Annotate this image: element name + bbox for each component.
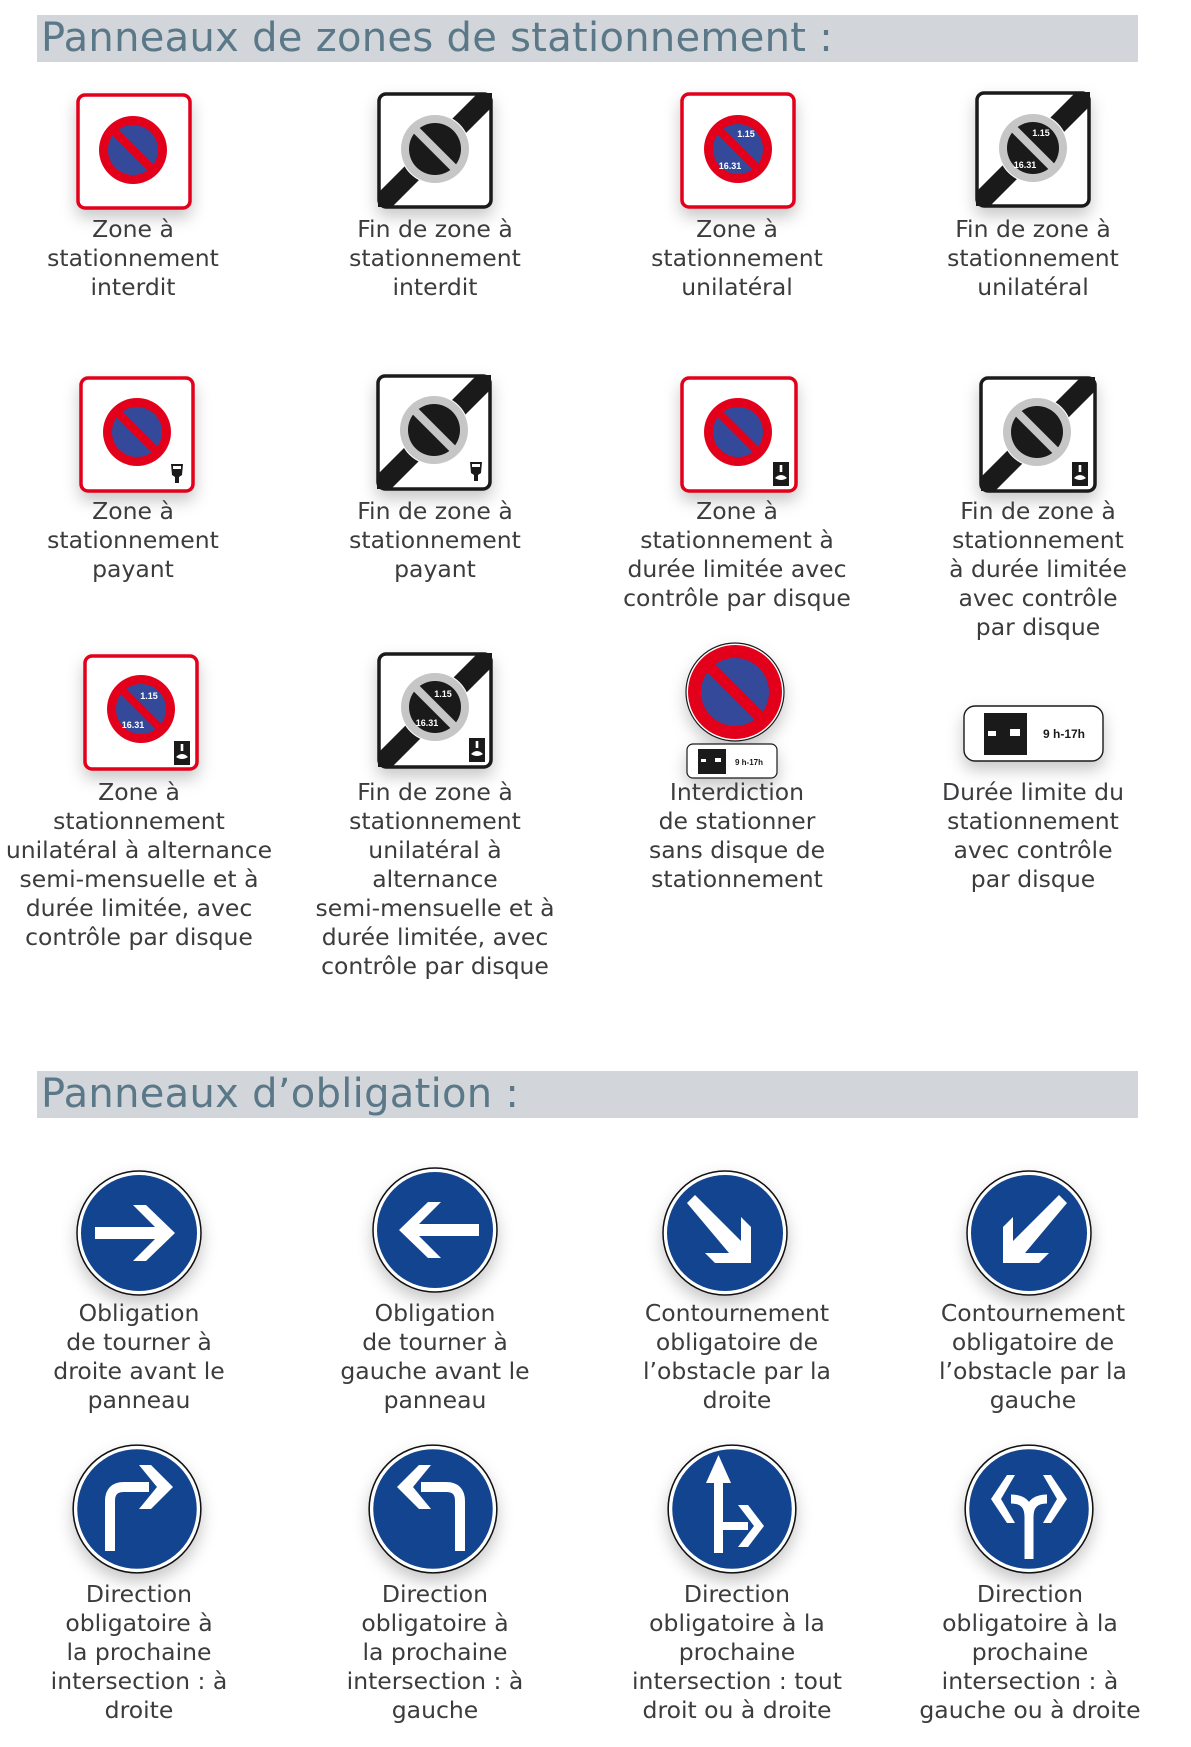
zone-unilateral-disc-parking-sign [83, 654, 199, 771]
section-header-parking-zones: Panneaux de zones de stationnement : [37, 15, 1138, 62]
svg-text:1.15: 1.15 [434, 689, 452, 699]
sign-label: Zone à stationnement unilatéral à alternance semi-mensuelle et à durée limitée, avec contrôle par disque [5, 778, 273, 951]
zone-disc-parking-sign [680, 376, 798, 493]
sign-label: Zone à stationnement unilatéral [651, 215, 823, 301]
disc-duration-plate [963, 705, 1105, 763]
sign-label: Fin de zone à stationnement unilatéral à alternance semi-mensuelle et à durée limitée, avec contrôle par disque [315, 778, 555, 980]
plate-hours: 9 h-17h [734, 758, 764, 767]
zone-parking-prohibited-sign [76, 93, 192, 210]
sign-label: Obligation de tourner à gauche avant le panneau [340, 1299, 530, 1414]
turn-left-before-sign-icon [372, 1167, 498, 1293]
sign-label: Interdiction de stationner sans disque de stationnement [648, 778, 826, 893]
sign-label: Fin de zone à stationnement payant [349, 497, 521, 583]
end-zone-paid-parking-sign [376, 374, 492, 491]
end-zone-disc-parking-sign [979, 376, 1097, 493]
svg-text:1.15: 1.15 [1032, 128, 1050, 138]
svg-text:16.31: 16.31 [121, 720, 145, 730]
end-zone-unilateral-disc-parking-sign [377, 652, 493, 769]
turn-right-next-intersection-icon [73, 1445, 201, 1573]
plate-hours: 9 h-17h [1042, 727, 1086, 741]
zone-paid-parking-sign [79, 376, 195, 493]
svg-text:16.31: 16.31 [1013, 160, 1037, 170]
turn-left-next-intersection-icon [369, 1445, 497, 1573]
no-parking-without-disc-sign [685, 642, 787, 780]
sign-label: Fin de zone à stationnement à durée limitée avec contrôle par disque [949, 497, 1127, 641]
sign-label: Contournement obligatoire de l’obstacle par la droite [643, 1299, 831, 1414]
sign-label: Direction obligatoire à la prochaine intersection : tout droit ou à droite [632, 1580, 842, 1724]
keep-right-icon [662, 1170, 788, 1296]
sign-label: Fin de zone à stationnement unilatéral [947, 215, 1119, 301]
end-zone-parking-prohibited-sign [377, 92, 493, 209]
straight-or-right-icon [668, 1445, 796, 1573]
zone-unilateral-parking-sign [680, 92, 796, 209]
sign-label: Direction obligatoire à la prochaine intersection : à gauche [346, 1580, 524, 1724]
sign-label: Zone à stationnement payant [47, 497, 219, 583]
end-zone-unilateral-parking-sign [975, 91, 1091, 208]
sign-label: Fin de zone à stationnement interdit [349, 215, 521, 301]
sign-label: Contournement obligatoire de l’obstacle par la gauche [939, 1299, 1127, 1414]
turn-right-before-sign-icon [76, 1170, 202, 1296]
left-or-right-icon [965, 1445, 1093, 1573]
sign-label: Zone à stationnement à durée limitée avec contrôle par disque [623, 497, 851, 612]
sign-number-bottom: 16.31 [718, 161, 742, 171]
svg-text:16.31: 16.31 [415, 718, 439, 728]
sign-label: Obligation de tourner à droite avant le panneau [53, 1299, 225, 1414]
sign-label: Direction obligatoire à la prochaine intersection : à droite [50, 1580, 228, 1724]
sign-label: Direction obligatoire à la prochaine intersection : à gauche ou à droite [919, 1580, 1141, 1724]
section-header-mandatory: Panneaux d’obligation : [37, 1071, 1138, 1118]
sign-label: Zone à stationnement interdit [47, 215, 219, 301]
sign-label: Durée limite du stationnement avec contrôle par disque [942, 778, 1124, 893]
keep-left-icon [966, 1170, 1092, 1296]
sign-number-top: 1.15 [737, 129, 755, 139]
svg-text:1.15: 1.15 [140, 691, 158, 701]
